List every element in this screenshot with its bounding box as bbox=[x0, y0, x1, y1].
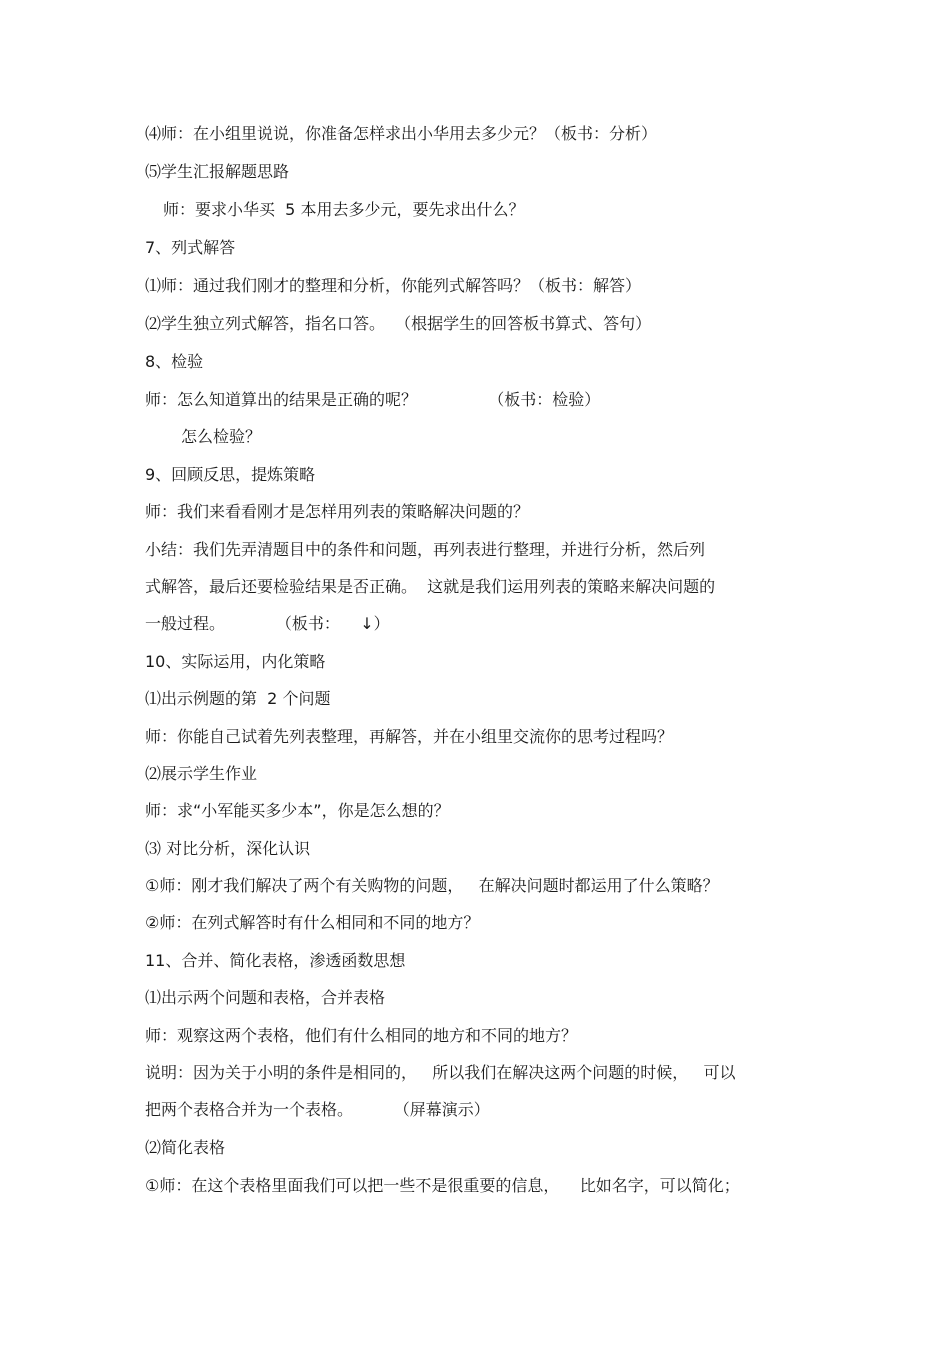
text-line: 式解答，最后还要检验结果是否正确。 这就是我们运用列表的策略来解决问题的 bbox=[145, 577, 716, 596]
text-line: ②师：在列式解答时有什么相同和不同的地方？ bbox=[145, 913, 480, 932]
text-line: 说明：因为关于小明的条件是相同的， 所以我们在解决这两个问题的时候， 可以 bbox=[145, 1063, 736, 1082]
text-line: ⑵学生独立列式解答，指名口答。 （根据学生的回答板书算式、答句） bbox=[145, 314, 652, 333]
text-line: 师：怎么知道算出的结果是正确的呢？ （板书：检验） bbox=[145, 390, 601, 409]
text-line: 师：你能自己试着先列表整理，再解答，并在小组里交流你的思考过程吗？ bbox=[145, 727, 674, 746]
text-line: 一般过程。 （板书： ↓） bbox=[145, 614, 390, 633]
text-line: ⑵展示学生作业 bbox=[145, 764, 258, 783]
text-line: ⑴出示例题的第 2 个问题 bbox=[145, 689, 331, 708]
text-line: 师：要求小华买 5 本用去多少元，要先求出什么？ bbox=[163, 200, 525, 219]
text-line: 小结：我们先弄清题目中的条件和问题，再列表进行整理，并进行分析，然后列 bbox=[145, 540, 706, 559]
text-line: 把两个表格合并为一个表格。 （屏幕演示） bbox=[145, 1100, 490, 1119]
section-heading: 8、检验 bbox=[145, 352, 204, 371]
section-heading: 10、实际运用，内化策略 bbox=[145, 652, 326, 671]
text-line: ①师：刚才我们解决了两个有关购物的问题， 在解决问题时都运用了什么策略？ bbox=[145, 876, 719, 895]
text-line: ①师：在这个表格里面我们可以把一些不是很重要的信息， 比如名字，可以简化； bbox=[145, 1176, 740, 1195]
section-heading: 7、列式解答 bbox=[145, 238, 236, 257]
text-line: ⑴出示两个问题和表格，合并表格 bbox=[145, 988, 386, 1007]
text-line: 师：求“小军能买多少本”，你是怎么想的？ bbox=[145, 801, 450, 820]
text-line: ⑶ 对比分析，深化认识 bbox=[145, 839, 311, 858]
text-line: ⑷师：在小组里说说，你准备怎样求出小华用去多少元？（板书：分析） bbox=[145, 124, 658, 143]
text-line: 怎么检验？ bbox=[181, 427, 262, 446]
text-line: 师：我们来看看刚才是怎样用列表的策略解决问题的？ bbox=[145, 502, 530, 521]
text-line: ⑵简化表格 bbox=[145, 1138, 226, 1157]
section-heading: 9、回顾反思，提炼策略 bbox=[145, 465, 316, 484]
section-heading: 11、合并、简化表格，渗透函数思想 bbox=[145, 951, 406, 970]
text-line: ⑴师：通过我们刚才的整理和分析，你能列式解答吗？（板书：解答） bbox=[145, 276, 642, 295]
text-line: 师：观察这两个表格，他们有什么相同的地方和不同的地方？ bbox=[145, 1026, 578, 1045]
text-line: ⑸学生汇报解题思路 bbox=[145, 162, 290, 181]
